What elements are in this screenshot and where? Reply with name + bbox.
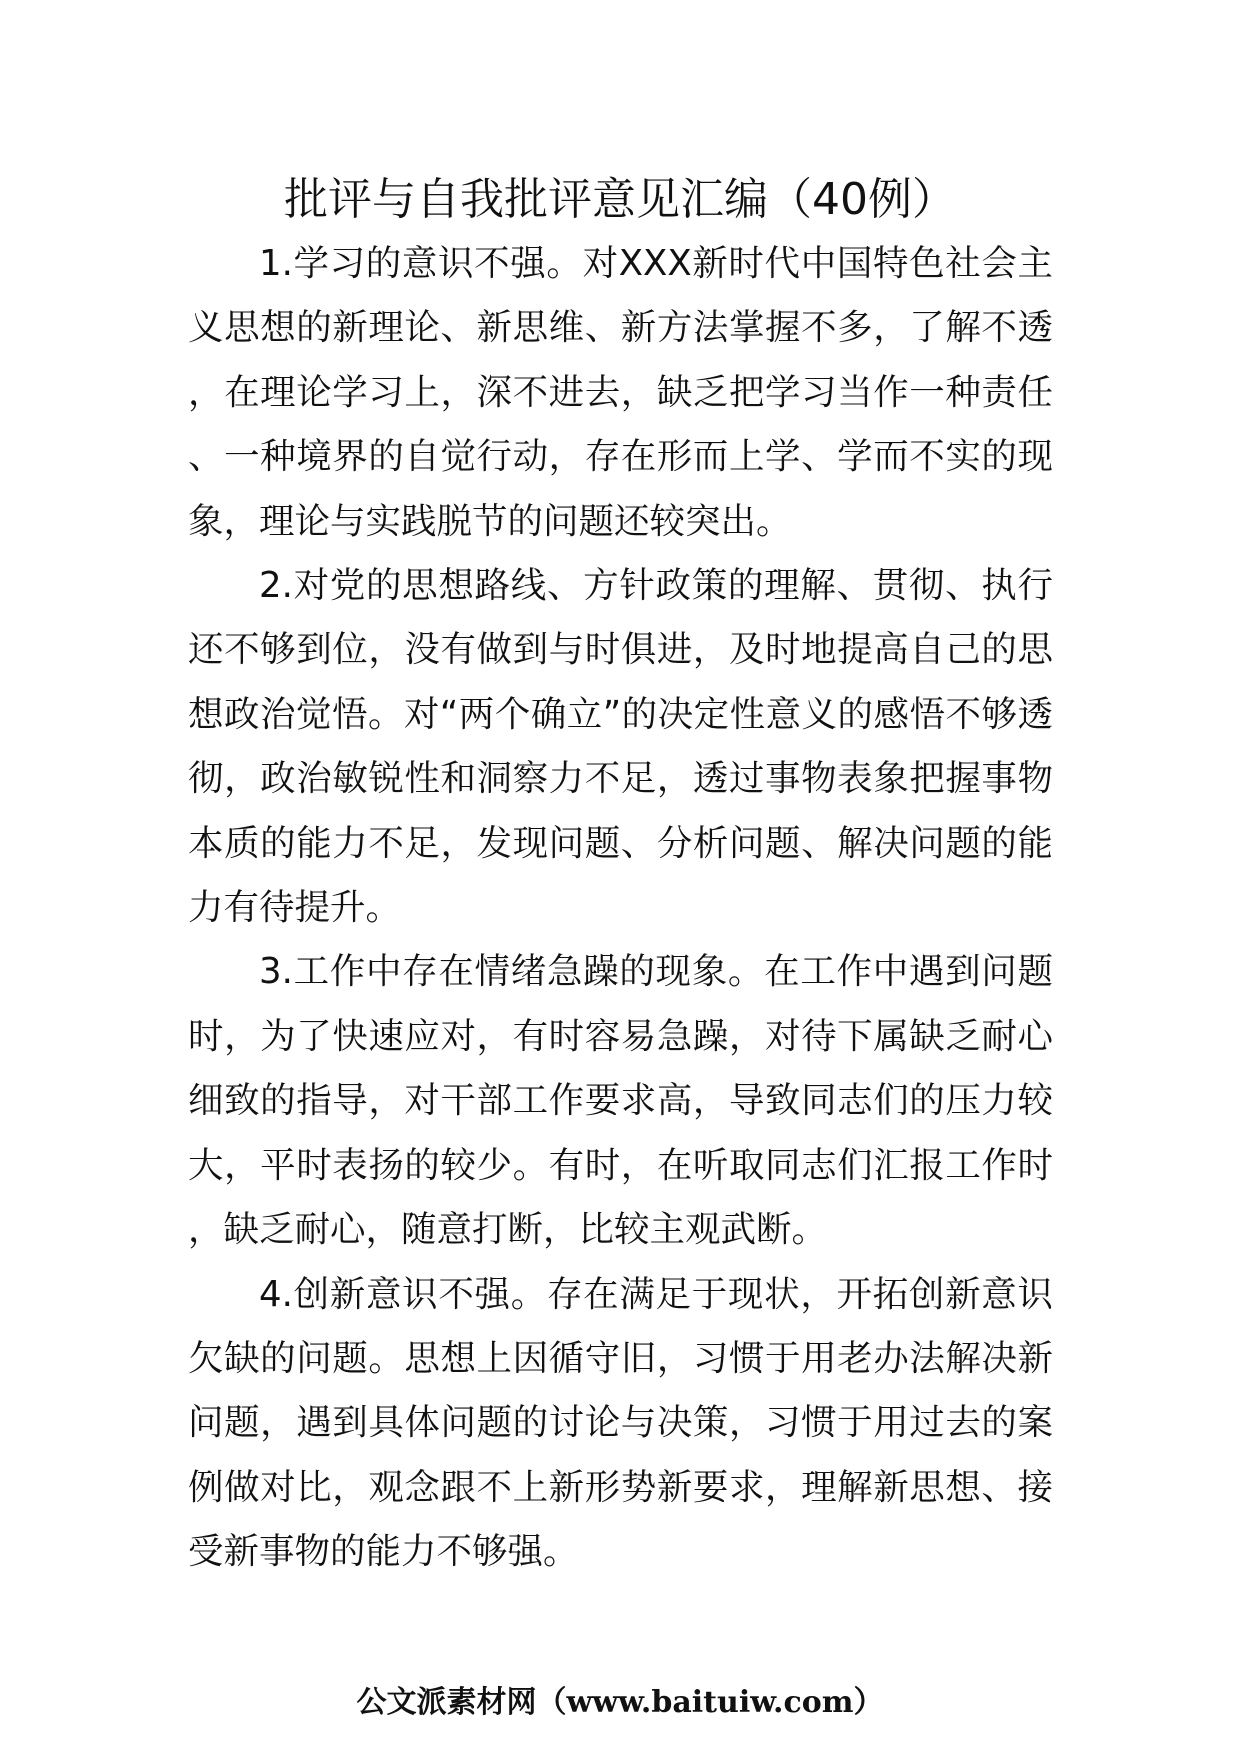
document-body [188,232,1053,1585]
paragraph-1: 1.学习的意识不强。对XXX新时代中国特色社会主义思想的新理论、新思维、新方法掌握不多，了解不透，在理论学习上，深不进去，缺乏把学习当作一种责任、一种境界的自觉行动，存在形而上学、学而不实的现象，理论与实践脱节的问题还较突出。 [188,243,1053,542]
document-title: 批评与自我批评意见汇编（40例） [284,174,956,225]
paragraph-4: 4.创新意识不强。存在满足于现状，开拓创新意识欠缺的问题。思想上因循守旧，习惯于用老办法解决新问题，遇到具体问题的讨论与决策，习惯于用过去的案例做对比，观念跟不上新形势新要求，理解新思想、接受新事物的能力不够强。 [188,1273,1053,1573]
footer-watermark: 公文派素材网（www.baituiw.com） [356,1685,884,1720]
paragraph-3: 3.工作中存在情绪急躁的现象。在工作中遇到问题时，为了快速应对，有时容易急躁，对待下属缺乏耐心细致的指导，对干部工作要求高，导致同志们的压力较大，平时表扬的较少。有时，在听取同志们汇报工作时，缺乏耐心，随意打断，比较主观武断。 [188,951,1053,1251]
paragraph-2: 2.对党的思想路线、方针政策的理解、贯彻、执行还不够到位，没有做到与时俱进，及时地提高自己的思想政治觉悟。对“两个确立”的决定性意义的感悟不够透彻，政治敏锐性和洞察力不足，透过事物表象把握事物本质的能力不足，发现问题、分析问题、解决问题的能力有待提升。 [188,565,1053,929]
